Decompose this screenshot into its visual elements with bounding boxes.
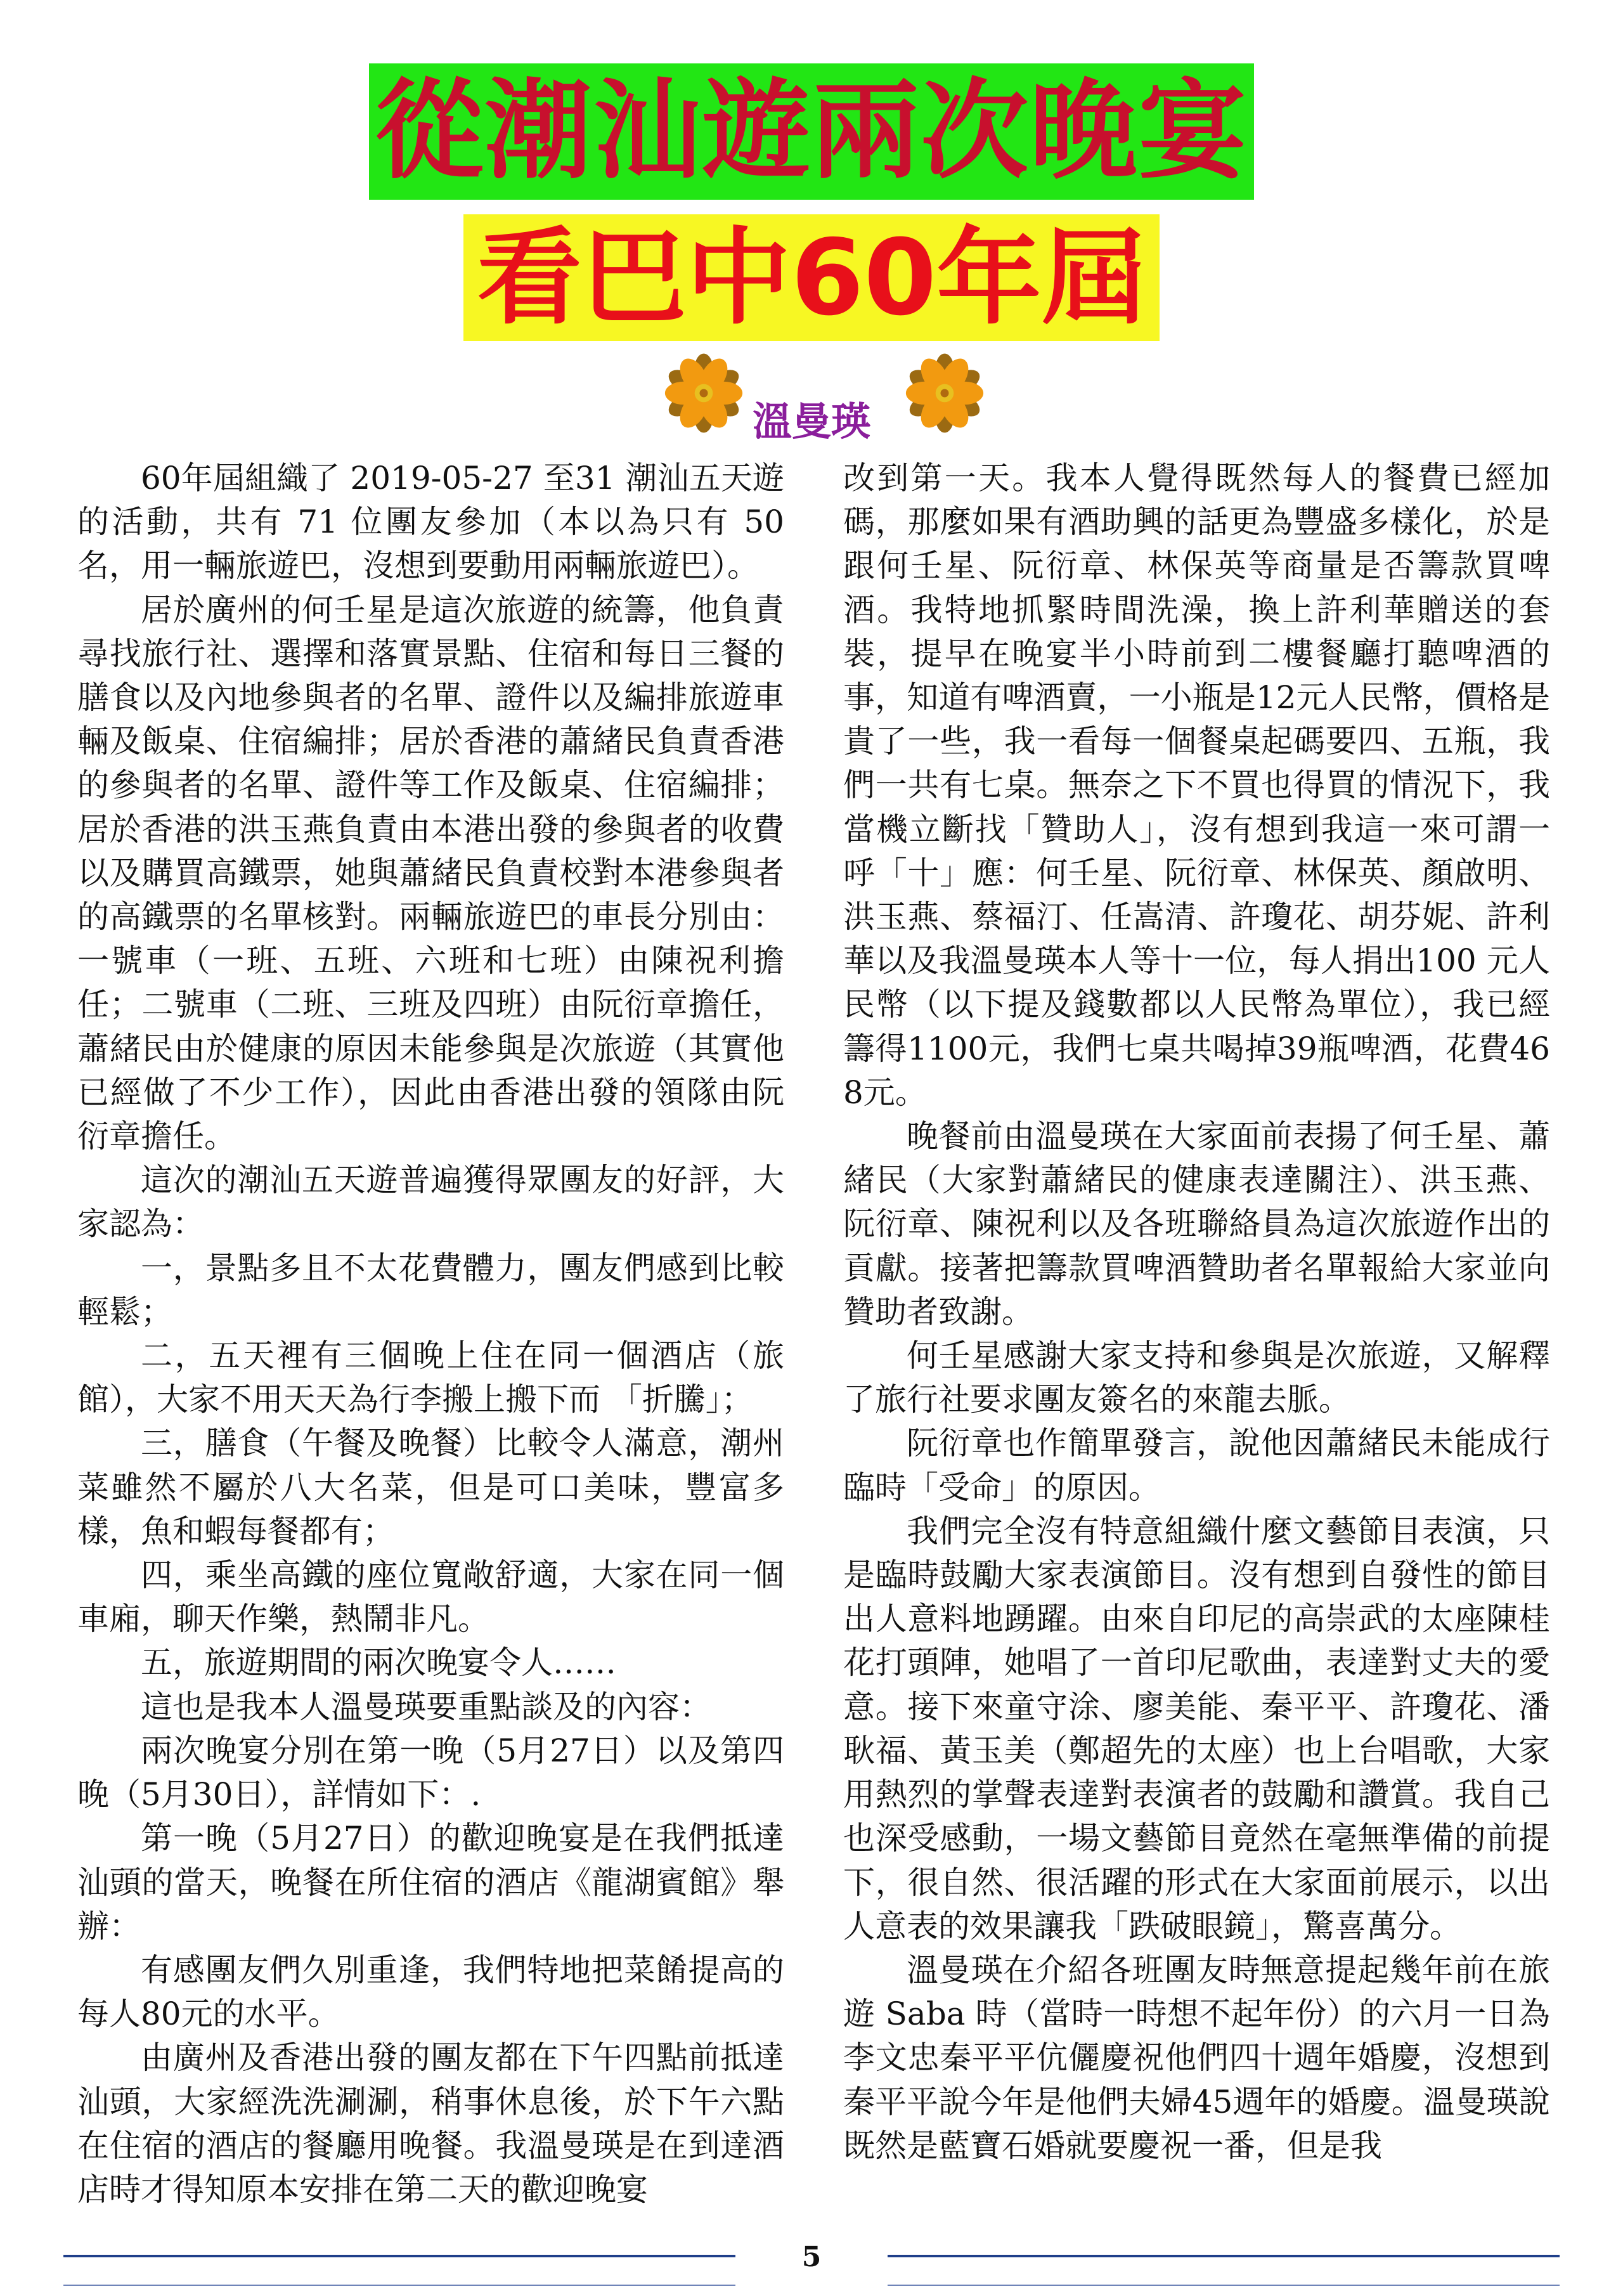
paragraph: 我們完全沒有特意組織什麼文藝節目表演，只是臨時鼓勵大家表演節目。沒有想到自發性的節目出人意料地踴躍。由來自印尼的高崇武的太座陳桂花打頭陣，她唱了一首印尼歌曲，表達對丈夫的愛意。接下來童守涂、廖美能、秦平平、許瓊花、潘耿福、黃玉美（鄭超先的太座）也上台唱歌，大家用熱烈的掌聲表達對表演者的鼓勵和讚賞。我自己也深受感動，一場文藝節目竟然在毫無準備的前提下，很自然、很活躍的形式在大家面前展示，以出人意表的效果讓我「跌破眼鏡」，驚喜萬分。 xyxy=(843,1512,1550,1945)
paragraph: 何壬星感謝大家支持和參與是次旅遊，又解釋了旅行社要求團友簽名的來龍去脈。 xyxy=(843,1337,1550,1418)
paragraph: 晚餐前由溫曼瑛在大家面前表揚了何壬星、蕭緒民（大家對蕭緒民的健康表達關注）、洪玉燕、阮衍章、陳祝利以及各班聯絡員為這次旅遊作出的貢獻。接著把籌款買啤酒贊助者名單報給大家並向贊助者致謝。 xyxy=(843,1118,1550,1330)
footer-divider xyxy=(63,2285,735,2286)
paragraph: 由廣州及香港出發的團友都在下午四點前抵達汕頭，大家經洗洗涮涮，稍事休息後，於下午六點在住宿的酒店的餐廳用晚餐。我溫曼瑛是在到達酒店時才得知原本安排在第二天的歡迎晚宴 xyxy=(77,2039,784,2208)
paragraph: 二，五天裡有三個晚上住在同一個酒店（旅館），大家不用天天為行李搬上搬下而 「折騰」； xyxy=(77,1337,784,1418)
paragraph: 溫曼瑛在介紹各班團友時無意提起幾年前在旅遊 Saba 時（當時一時想不起年份）的六月一日為李文忠秦平平伉儷慶祝他們四十週年婚慶，沒想到秦平平說今年是他們夫婦45週年的婚慶。溫曼瑛說既然是藍寶石婚就要慶祝一番，但是我 xyxy=(843,1951,1550,2164)
title-line-2: 看巴中60年屆 xyxy=(463,214,1160,341)
paragraph: 四，乘坐高鐵的座位寬敞舒適，大家在同一個車廂，聊天作樂，熱鬧非凡。 xyxy=(77,1557,784,1638)
paragraph: 一，景點多且不太花費體力，團友們感到比較輕鬆； xyxy=(77,1249,784,1330)
footer-divider xyxy=(888,2285,1560,2286)
paragraph: 兩次晚宴分別在第一晚（5月27日）以及第四晚（5月30日），詳情如下：. xyxy=(77,1732,784,1813)
paragraph: 居於廣州的何壬星是這次旅遊的統籌，他負責尋找旅行社、選擇和落實景點、住宿和每日三餐的膳食以及內地參與者的名單、證件以及編排旅遊車輛及飯桌、住宿編排；居於香港的蕭緒民負責香港的參與者的名單、證件等工作及飯桌、住宿編排；居於香港的洪玉燕負責由本港出發的參與者的收費以及購買高鐵票，她與蕭緒民負責校對本港參與者的高鐵票的名單核對。兩輛旅遊巴的車長分別由：一號車（一班、五班、六班和七班）由陳祝利擔任；二號車（二班、三班及四班）由阮衍章擔任，蕭緒民由於健康的原因未能參與是次旅遊（其實他已經做了不少工作），因此由香港出發的領隊由阮衍章擔任。 xyxy=(77,591,784,1155)
title-line-1: 從潮汕遊兩次晚宴 xyxy=(369,63,1254,200)
paragraph: 這次的潮汕五天遊普遍獲得眾團友的好評，大家認為： xyxy=(77,1162,784,1243)
paragraph: 有感團友們久別重逢，我們特地把菜餚提高的每人80元的水平。 xyxy=(77,1951,784,2033)
paragraph: 五，旅遊期間的兩次晚宴令人…… xyxy=(141,1644,616,1682)
author-name: 溫曼瑛 xyxy=(752,398,870,444)
page-number: 5 xyxy=(801,2241,822,2273)
left-column xyxy=(77,457,784,2212)
right-column xyxy=(843,457,1550,2168)
paragraph: 這也是我本人溫曼瑛要重點談及的內容： xyxy=(141,1688,711,1725)
paragraph: 第一晚（5月27日）的歡迎晚宴是在我們抵達汕頭的當天，晚餐在所住宿的酒店《龍湖賓館》舉辦： xyxy=(77,1820,784,1945)
paragraph: 改到第一天。我本人覺得既然每人的餐費已經加碼，那麼如果有酒助興的話更為豐盛多樣化，於是跟何壬星、阮衍章、林保英等商量是否籌款買啤酒。我特地抓緊時間洗澡，換上許利華贈送的套裝，提早在晚宴半小時前到二樓餐廳打聽啤酒的事，知道有啤酒賣，一小瓶是12元人民幣，價格是貴了一些，我一看每一個餐桌起碼要四、五瓶，我們一共有七桌。無奈之下不買也得買的情況下，我當機立斷找「贊助人」，沒有想到我這一來可謂一呼「十」應：何壬星、阮衍章、林保英、顏啟明、洪玉燕、蔡福汀、任嵩清、許瓊花、胡芬妮、許利華以及我溫曼瑛本人等十一位，每人捐出100 元人民幣（以下提及錢數都以人民幣為單位），我已經籌得1100元，我們七桌共喝掉39瓶啤酒，花費468元。 xyxy=(843,460,1550,1111)
paragraph: 三，膳食（午餐及晚餐）比較令人滿意，潮州菜雖然不屬於八大名菜，但是可口美味，豐富多樣，魚和蝦每餐都有； xyxy=(77,1425,784,1550)
paragraph: 60年屆組織了 2019-05-27 至31 潮汕五天遊的活動，共有 71 位團友參加（本以為只有 50 名，用一輛旅遊巴，沒想到要動用兩輛旅遊巴）。 xyxy=(77,460,784,585)
title-line-1-wrap xyxy=(0,63,1623,200)
paragraph: 阮衍章也作簡單發言，說他因蕭緒民未能成行臨時「受命」的原因。 xyxy=(843,1425,1550,1506)
title-line-2-wrap xyxy=(0,214,1623,341)
